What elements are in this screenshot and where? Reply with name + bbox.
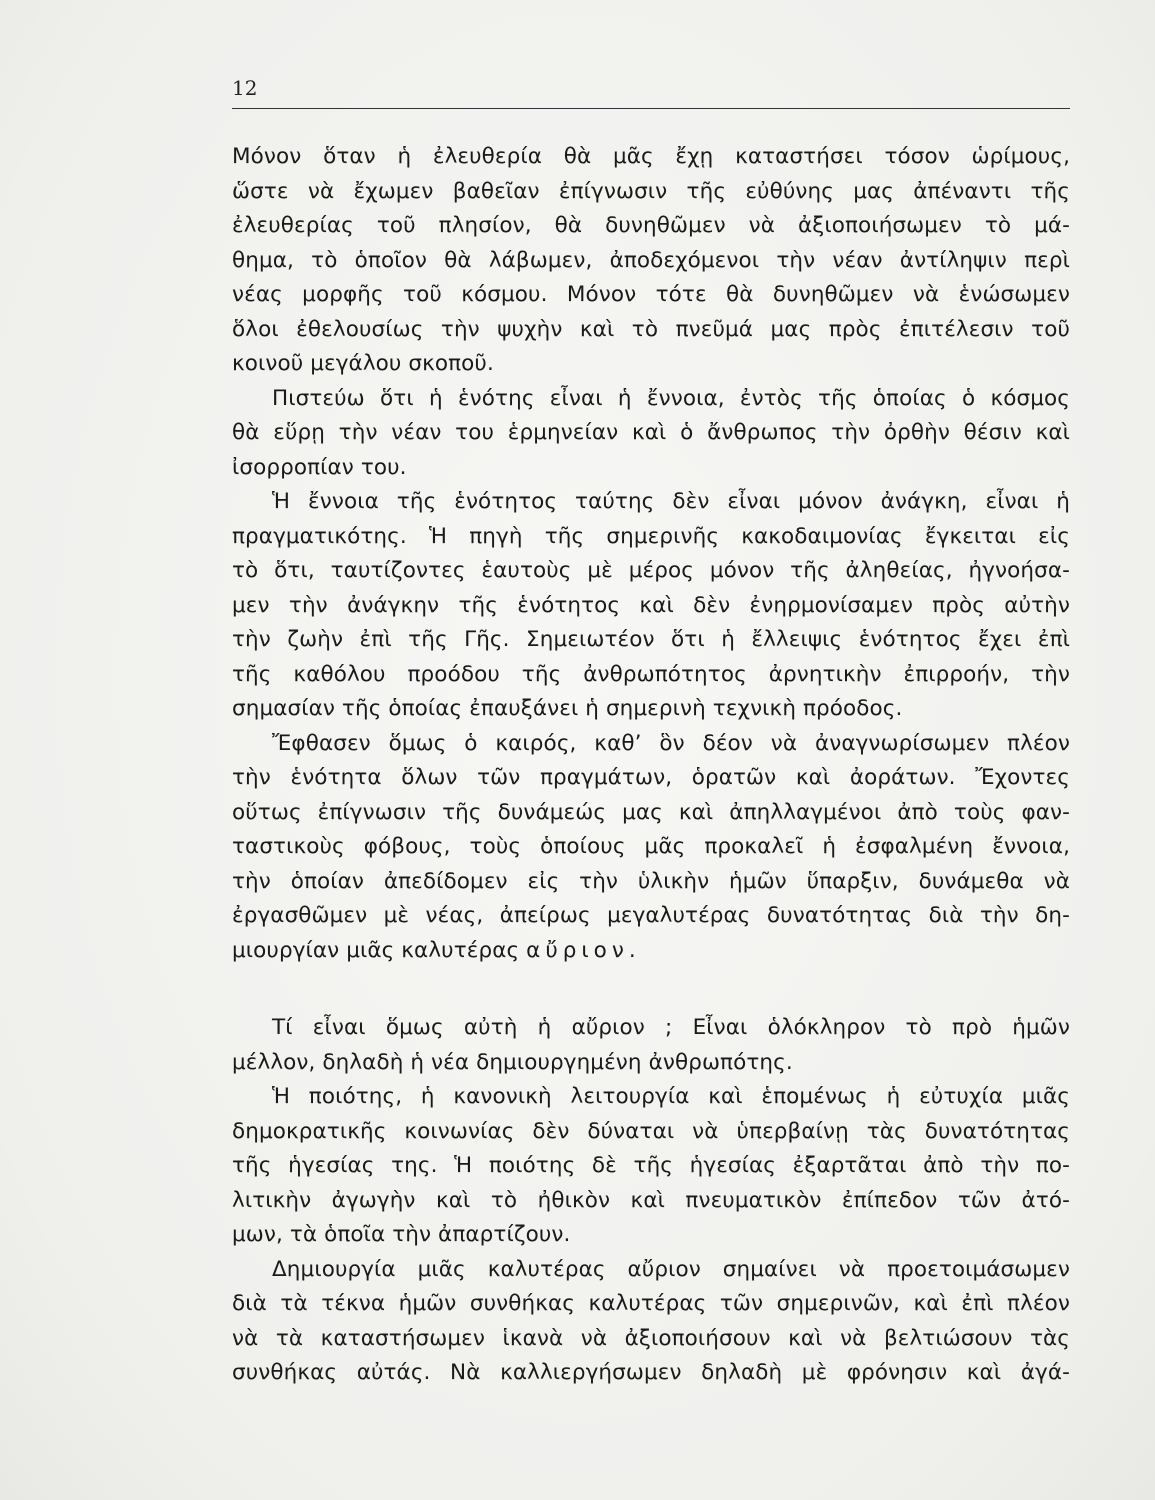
text-line: συνθήκας αὐτάς. Νὰ καλλιεργήσωμεν δηλαδὴ μὲ φρόνησιν καὶ ἀγά-: [232, 1360, 1070, 1385]
text-line: θημα, τὸ ὁποῖον θὰ λάβωμεν, ἀποδεχόμενοι τὴν νέαν ἀντίληψιν περὶ: [232, 247, 1070, 273]
text-line: διὰ τὰ τέκνα ἡμῶν συνθήκας καλυτέρας τῶν σημερινῶν, καὶ ἐπὶ πλέον: [232, 1291, 1070, 1316]
text-line: πραγματικότης. Ἡ πηγὴ τῆς σημερινῆς κακοδαιμονίας ἔγκειται εἰς: [232, 523, 1070, 549]
text-line: νὰ τὰ καταστήσωμεν ἱκανὰ νὰ ἀξιοποιήσουν καὶ νὰ βελτιώσουν τὰς: [232, 1325, 1070, 1351]
text-line: [232, 934, 1070, 969]
text-line: ἐλευθερίας τοῦ πλησίον, θὰ δυνηθῶμεν νὰ ἀξιοποιήσωμεν τὸ μά-: [232, 213, 1070, 238]
text-line: τὸ ὅτι, ταυτίζοντες ἑαυτοὺς μὲ μέρος μόνον τῆς ἀληθείας, ἠγνοήσα-: [232, 558, 1070, 583]
text-line: τὴν ζωὴν ἐπὶ τῆς Γῆς. Σημειωτέον ὅτι ἡ ἔλλειψις ἑνότητος ἔχει ἐπὶ: [232, 627, 1070, 652]
text-line: Τί εἶναι ὅμως αὐτὴ ἡ αὔριον ; Εἶναι ὁλόκληρον τὸ πρὸ ἡμῶν: [272, 1015, 1070, 1040]
text-line: Ἔφθασεν ὅμως ὁ καιρός, καθ’ ὃν δέον νὰ ἀναγνωρίσωμεν πλέον: [272, 730, 1070, 756]
emphasized-word: αὔριον.: [526, 937, 641, 963]
text-line: τὴν ἑνότητα ὅλων τῶν πραγμάτων, ὁρατῶν καὶ ἀοράτων. Ἔχοντες: [232, 765, 1070, 790]
header-rule: [232, 108, 1070, 109]
text-line: θὰ εὕρῃ τὴν νέαν του ἑρμηνείαν καὶ ὁ ἄνθρωπος τὴν ὀρθὴν θέσιν καὶ: [232, 420, 1070, 445]
text-line: τὴν ὁποίαν ἀπεδίδομεν εἰς τὴν ὑλικὴν ἡμῶν ὕπαρξιν, δυνάμεθα νὰ: [232, 868, 1070, 894]
text-line: ἐργασθῶμεν μὲ νέας, ἀπείρως μεγαλυτέρας δυνατότητας διὰ τὴν δη-: [232, 903, 1070, 928]
text-line: Ἡ ἔννοια τῆς ἑνότητος ταύτης δὲν εἶναι μόνον ἀνάγκη, εἶναι ἡ: [272, 489, 1070, 514]
paragraph-1: [232, 140, 1070, 382]
body-text: [232, 140, 1070, 1391]
text-line: μέλλον, δηλαδὴ ἡ νέα δημιουργημένη ἀνθρωπότης.: [232, 1049, 793, 1075]
paragraph-2: [232, 382, 1070, 486]
text-line: οὕτως ἐπίγνωσιν τῆς δυνάμεώς μας καὶ ἀπηλλαγμένοι ἀπὸ τοὺς φαν-: [232, 799, 1070, 825]
text-line: κοινοῦ μεγάλου σκοποῦ.: [232, 351, 494, 376]
paragraph-4: [232, 727, 1070, 969]
section-gap: [232, 968, 1070, 1011]
text-line: μεν τὴν ἀνάγκην τῆς ἑνότητος καὶ δὲν ἐνηρμονίσαμεν πρὸς αὐτὴν: [232, 592, 1070, 618]
text-line: λιτικὴν ἀγωγὴν καὶ τὸ ἠθικὸν καὶ πνευματικὸν ἐπίπεδον τῶν ἀτό-: [232, 1187, 1070, 1213]
text-line-prefix: μιουργίαν μιᾶς καλυτέρας: [232, 937, 527, 963]
text-line: ἰσορροπίαν του.: [232, 454, 407, 480]
text-line: Πιστεύω ὅτι ἡ ἑνότης εἶναι ἡ ἔννοια, ἐντὸς τῆς ὁποίας ὁ κόσμος: [272, 385, 1070, 411]
text-line: τῆς καθόλου προόδου τῆς ἀνθρωπότητος ἀρνητικὴν ἐπιρροήν, τὴν: [232, 661, 1070, 687]
text-line: Δημιουργία μιᾶς καλυτέρας αὔριον σημαίνει νὰ προετοιμάσωμεν: [272, 1256, 1070, 1282]
paragraph-7: [232, 1253, 1070, 1391]
text-line: ὥστε νὰ ἔχωμεν βαθεῖαν ἐπίγνωσιν τῆς εὐθύνης μας ἀπέναντι τῆς: [232, 178, 1070, 204]
text-line: σημασίαν τῆς ὁποίας ἐπαυξάνει ἡ σημερινὴ τεχνικὴ πρόοδος.: [232, 696, 903, 721]
paragraph-6: [232, 1080, 1070, 1253]
text-line: μων, τὰ ὁποῖα τὴν ἀπαρτίζουν.: [232, 1222, 571, 1247]
paragraph-3: [232, 485, 1070, 727]
text-line: δημοκρατικῆς κοινωνίας δὲν δύναται νὰ ὑπερβαίνῃ τὰς δυνατότητας: [232, 1118, 1070, 1144]
text-line: Μόνον ὅταν ἡ ἐλευθερία θὰ μᾶς ἔχῃ καταστήσει τόσον ὡρίμους,: [232, 144, 1070, 169]
text-line: νέας μορφῆς τοῦ κόσμου. Μόνον τότε θὰ δυνηθῶμεν νὰ ἑνώσωμεν: [232, 282, 1070, 307]
text-line: τῆς ἡγεσίας της. Ἡ ποιότης δὲ τῆς ἡγεσίας ἐξαρτᾶται ἀπὸ τὴν πο-: [232, 1153, 1070, 1178]
paragraph-5: [232, 1011, 1070, 1080]
text-line: ταστικοὺς φόβους, τοὺς ὁποίους μᾶς προκαλεῖ ἡ ἐσφαλμένη ἔννοια,: [232, 834, 1070, 859]
text-line: Ἡ ποιότης, ἡ κανονικὴ λειτουργία καὶ ἑπομένως ἡ εὐτυχία μιᾶς: [272, 1084, 1070, 1109]
page-number: 12: [232, 76, 258, 100]
text-line: ὅλοι ἐθελουσίως τὴν ψυχὴν καὶ τὸ πνεῦμά μας πρὸς ἐπιτέλεσιν τοῦ: [232, 316, 1070, 342]
